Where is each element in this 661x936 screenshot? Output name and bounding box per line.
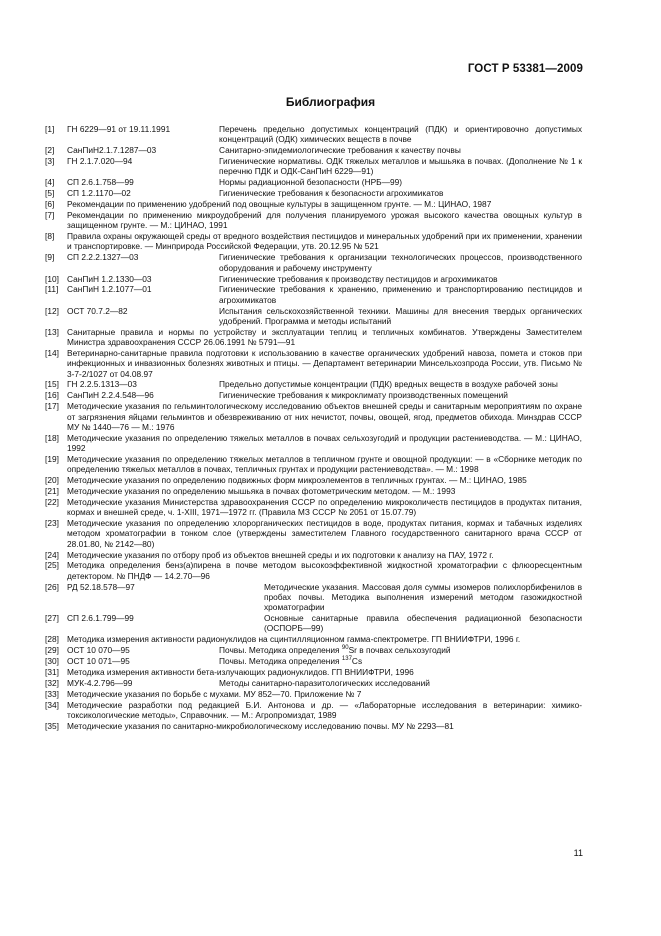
bib-entry-number: [2]	[45, 145, 55, 156]
bib-entry-text: Гигиенические требования к микроклимату производственных помещений	[219, 390, 508, 401]
standard-number: ГОСТ Р 53381—2009	[467, 63, 583, 75]
bib-entry-number: [35]	[45, 720, 59, 731]
bib-entry-code: СанПиН 1.2.1077—01	[67, 284, 152, 295]
bib-entry-text: Методические указания по определению хлорорганических пестицидов в воде, продуктах питания, кормах и табачных изделиях методом хроматографии в тонком слое (утверждены заместителем Главного государственного санитарного врача СССР от 28.01.80, № 2142—80)	[67, 518, 582, 549]
bib-entry-code: ОСТ 10 070—95	[67, 645, 130, 656]
bib-entry	[45, 550, 582, 560]
bib-entry-number: [11]	[45, 284, 59, 295]
bib-entry-number: [22]	[45, 496, 59, 507]
bib-entry	[45, 582, 582, 613]
bib-entry	[45, 475, 582, 485]
bib-entry-text	[67, 656, 582, 666]
bib-entry-number: [19]	[45, 453, 59, 464]
bib-entry-text: Методика измерения активности радионуклидов на сцинтилляционном гамма-спектрометре. ГП ВНИИФТРИ, 1996 г.	[67, 634, 521, 645]
bib-entry-number: [33]	[45, 688, 59, 699]
bib-entry-number: [34]	[45, 699, 59, 710]
bib-entry-code: СП 1.2.1170—02	[67, 188, 131, 199]
bib-entry-text: Методика определения бенз(а)пирена в почве методом высокоэффективной жидкостной хроматографии с флюоресцентным детектором. № ПНДФ — 14.2.70—96	[67, 560, 582, 581]
isotope-symbol: Sr	[348, 645, 357, 656]
bib-entry	[45, 497, 582, 518]
bib-entry	[45, 433, 582, 454]
bib-entry-code: ГН 6229—91 от 19.11.1991	[67, 124, 171, 134]
page-title: Библиография	[285, 95, 376, 109]
bib-entry	[45, 518, 582, 549]
bib-entry	[45, 199, 582, 209]
bib-entry-number: [17]	[45, 401, 59, 412]
bib-entry	[45, 656, 582, 666]
bib-entry-number: [16]	[45, 390, 59, 401]
bib-entry	[45, 401, 582, 432]
bib-entry	[45, 486, 582, 496]
bib-entry	[45, 348, 582, 379]
bib-entry-text: Рекомендации по применению микроудобрений для получения планируемого урожая высокого качества овощных культур в защищенном грунте. — М.: ЦИНАО, 1991	[67, 209, 582, 231]
bib-entry-number: [9]	[45, 252, 55, 263]
bib-entry	[45, 390, 582, 400]
bib-entry-text: Гигиенические требования к производству пестицидов и агрохимикатов	[219, 273, 498, 284]
bib-entry	[45, 145, 582, 155]
bib-entry	[45, 678, 582, 688]
bib-entry	[45, 177, 582, 187]
bib-entry	[45, 721, 582, 731]
bib-entry	[45, 667, 582, 677]
bib-entry-number: [10]	[45, 273, 59, 284]
bib-entry-number: [26]	[45, 581, 59, 592]
bib-entry-text	[67, 645, 582, 655]
isotope-mass-number: 137	[341, 656, 352, 663]
bib-entry-number: [14]	[45, 347, 59, 358]
bib-entry-text: Методические указания по отбору проб из объектов внешней среды и их подготовки к анализу на ПАУ, 1972 г.	[67, 549, 494, 560]
bib-entry-text: Ветеринарно-санитарные правила подготовки к использованию в качестве органических удобрений навоза, помета и стоков при инфекционных и инвазионных болезнях животных и птицы. — Департамент ветеринарии Минсельхозпрода России, утв. Письмо № 3-7-2/1027 от 04.08.97	[67, 347, 582, 379]
bib-entry-text: Рекомендации по применению удобрений под овощные культуры в защищенном грунте. — М.: ЦИНАО, 1987	[67, 199, 492, 210]
bib-entry-number: [1]	[45, 124, 55, 134]
bib-entry-number: [30]	[45, 656, 59, 667]
bib-entry-code: ГН 2.1.7.020—94	[67, 156, 133, 167]
bib-entry	[45, 284, 582, 305]
bibliography-list	[45, 124, 582, 732]
bib-entry-number: [8]	[45, 231, 55, 242]
bib-entry-text: Санитарные правила и нормы по устройству и эксплуатации теплиц и тепличных комбинатов. Утверждены Заместителем Министра здравоохранения СССР 26.06.1991 № 5791—91	[67, 326, 582, 348]
bib-entry-code: СанПиН 2.2.4.548—96	[67, 390, 154, 401]
bib-entry-code: РД 52.18.578—97	[67, 581, 135, 592]
bib-entry-code: ОСТ 10 071—95	[67, 656, 130, 667]
bib-entry-text: Правила охраны окружающей среды от вредного воздействия пестицидов и минеральных удобрений при их применении, хранении и транспортировке. — Минприрода Российской Федерации, утв. 20.12.95 № 521	[67, 231, 582, 252]
bib-entry	[45, 689, 582, 699]
bib-entry-code: СанПиН 1.2.1330—03	[67, 273, 152, 284]
bib-entry-code: ГН 2.2.5.1313—03	[67, 379, 137, 390]
bib-entry-text: Методические указания. Массовая доля суммы изомеров полихлорбифенилов в пробах почвы. Методика выполнения измерений методом газожидкостной хроматографии	[264, 581, 582, 613]
bib-entry-text: Нормы радиационной безопасности (НРБ—99)	[219, 177, 403, 188]
bib-entry-text: Гигиенические требования к хранению, применению и транспортированию пестицидов и агрохимикатов	[219, 284, 582, 305]
bib-entry-text: Перечень предельно допустимых концентраций (ПДК) и ориентировочно допустимых концентраций (ОДК) химических веществ в почве	[219, 124, 582, 145]
bib-entry-text: Методические указания по борьбе с мухами. МУ 852—70. Приложение № 7	[67, 688, 362, 699]
bib-entry-number: [31]	[45, 666, 59, 677]
bib-entry-text: Методические указания по гельминтологическому исследованию объектов внешней среды и санитарным мероприятиям по охране от загрязнения яйцами гельминтов и обезвреживанию от них нечистот, почвы, овощей, ягод, предметов обихода. Минздрав СССР МУ № 1440—76 — М.: 1976	[67, 401, 582, 432]
bib-entry-number: [12]	[45, 305, 59, 316]
bib-entry-text: Методы санитарно-паразитологических исследований	[219, 677, 430, 688]
bib-entry-code: СП 2.2.2.1327—03	[67, 252, 139, 263]
bib-entry	[45, 231, 582, 252]
bib-entry-number: [23]	[45, 518, 59, 529]
bib-entry-text: Гигиенические требования к организации технологических процессов, производственного оборудования и рабочему инструменту	[219, 252, 582, 273]
bib-entry-number: [24]	[45, 549, 59, 560]
isotope-mass-number: 90	[341, 645, 349, 652]
bib-entry	[45, 124, 582, 145]
bib-entry-text: Методические указания по определению тяжелых металлов в тепличном грунте и овощной продукции: — в «Сборнике методик по определению тяжелых металлов в почвах, тепличных грунтах и продукции растениеводства». — М.: 1998	[67, 453, 582, 475]
bib-entry	[45, 454, 582, 475]
bib-entry-number: [21]	[45, 485, 59, 496]
bib-entry-text-part: Почвы. Методика определения	[219, 645, 340, 656]
bib-entry-code: ОСТ 70.7.2—82	[67, 305, 128, 316]
bib-entry-text: Предельно допустимые концентрации (ПДК) вредных веществ в воздухе рабочей зоны	[219, 379, 558, 390]
bib-entry	[45, 156, 582, 177]
bib-entry-number: [28]	[45, 634, 59, 645]
bib-entry-text: Методика измерения активности бета-излучающих радионуклидов. ГП ВНИИФТРИ, 1996	[67, 666, 414, 677]
bib-entry	[45, 560, 582, 581]
bib-entry-text: Методические разработки под редакцией Б.И. Антонова и др. — «Лабораторные исследования в ветеринарии: химико-токсикологические методы», Справочник. — М.: Агропромиздат, 1989	[67, 699, 582, 720]
bib-entry-number: [3]	[45, 156, 55, 167]
bib-entry-text: Методические указания по определению мышьяка в почвах фотометрическим методом. — М.: 1993	[67, 485, 456, 496]
bib-entry-number: [25]	[45, 560, 59, 571]
bib-entry	[45, 700, 582, 721]
bib-entry-text: Основные санитарные правила обеспечения радиационной безопасности (ОСПОРБ—99)	[264, 613, 582, 634]
bib-entry-code: СП 2.6.1.758—99	[67, 177, 134, 188]
bib-entry-number: [15]	[45, 379, 59, 390]
bib-entry	[45, 306, 582, 327]
bib-entry-text-part: Почвы. Методика определения	[219, 656, 340, 667]
bib-entry	[45, 274, 582, 284]
bib-entry-text: Санитарно-эпидемиологические требования к качеству почвы	[219, 145, 461, 156]
bib-entry-text: Методические указания Министерства здравоохранения СССР по определению микроколичеств пестицидов в продуктах питания, кормах и внешней среде, ч. 1-XIII, 1971—1972 гг. (Правила МЗ СССР № 2051 от 15.07.79)	[67, 496, 582, 518]
bib-entry-text: Гигиенические нормативы. ОДК тяжелых металлов и мышьяка в почвах. (Дополнение № 1 к перечню ПДК и ОДК-СанПиН 6229—91)	[219, 156, 582, 177]
bib-entry-number: [20]	[45, 475, 59, 486]
bib-entry-code: МУК-4.2.796—99	[67, 677, 133, 688]
bib-entry-text: Методические указания по санитарно-микробиологическому исследованию почвы. МУ № 2293—81	[67, 720, 454, 731]
bib-entry-text: Методические указания по определению подвижных форм микроэлементов в тепличных грунтах. — М.: ЦИНАО, 1985	[67, 475, 527, 486]
bib-entry-text: Испытания сельскохозяйственной техники. Машины для внесения твердых органических удобрений. Программа и методы испытаний	[219, 305, 582, 326]
bib-entry	[45, 210, 582, 231]
bib-entry	[45, 327, 582, 348]
bib-entry-number: [29]	[45, 645, 59, 656]
bib-entry	[45, 252, 582, 273]
bib-entry	[45, 613, 582, 634]
bib-entry-number: [13]	[45, 326, 59, 337]
bib-entry	[45, 379, 582, 389]
page-number: 11	[573, 848, 583, 858]
bib-entry-code: СП 2.6.1.799—99	[67, 613, 134, 624]
isotope-symbol: Cs	[351, 656, 363, 667]
bib-entry-text: Гигиенические требования к безопасности агрохимикатов	[219, 188, 444, 199]
bib-entry-number: [27]	[45, 613, 59, 624]
bib-entry-number: [6]	[45, 199, 55, 210]
bib-entry-number: [7]	[45, 209, 55, 220]
bib-entry	[45, 645, 582, 655]
bib-entry-number: [5]	[45, 188, 55, 199]
bib-entry-code: СанПиН2.1.7.1287—03	[67, 145, 157, 156]
bib-entry	[45, 188, 582, 198]
bib-entry-text: Методические указания по определению тяжелых металлов в почвах сельхозугодий и продукции растениеводства. — М.: ЦИНАО, 1992	[67, 432, 582, 453]
bib-entry	[45, 634, 582, 644]
bib-entry-number: [4]	[45, 177, 55, 188]
bib-entry-text-part: в почвах сельхозугодий	[359, 645, 451, 656]
bib-entry-number: [32]	[45, 677, 59, 688]
bib-entry-number: [18]	[45, 432, 59, 443]
